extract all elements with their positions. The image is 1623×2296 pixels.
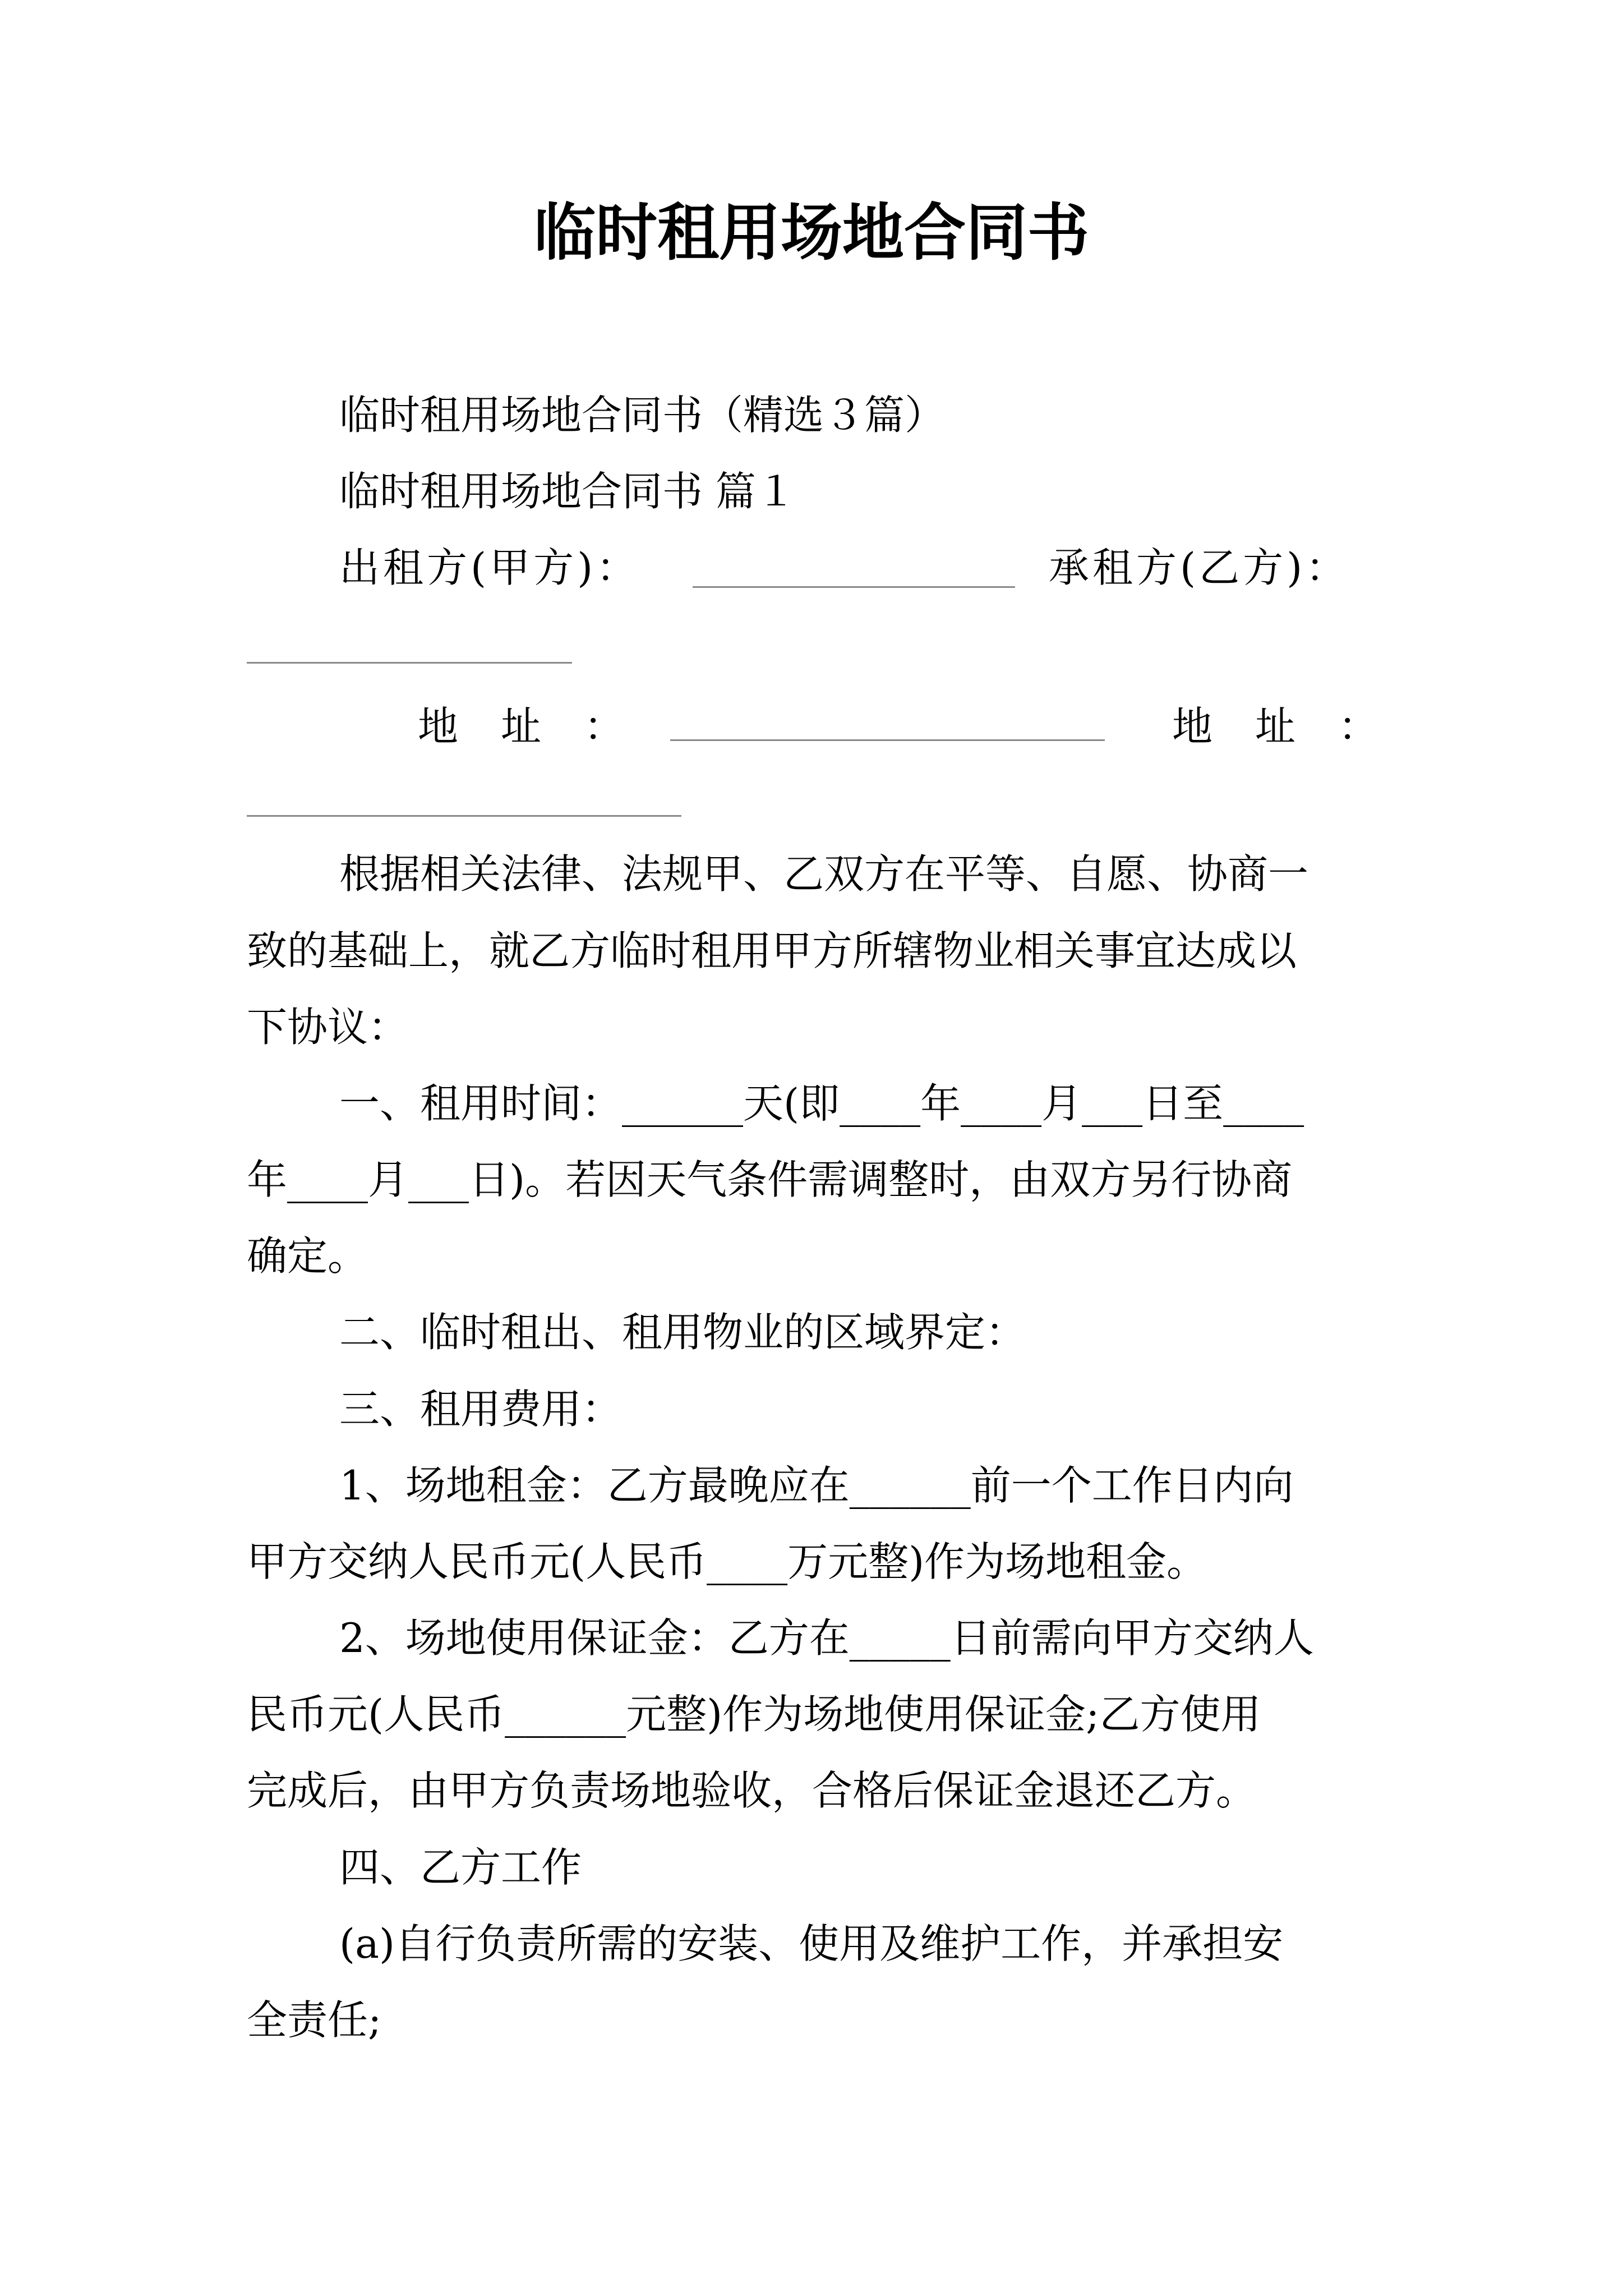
item2-line-1: 2、场地使用保证金：乙方在_____日前需向甲方交纳人	[339, 1614, 1314, 1662]
lessee-address-blank-line	[247, 815, 681, 817]
intro-line-1: 根据相关法律、法规甲、乙双方在平等、自愿、协商一	[339, 850, 1309, 898]
lessor-address-blank-line	[670, 739, 1105, 741]
item-a-line-1: (a)自行负责所需的安装、使用及维护工作，并承担安	[339, 1920, 1284, 1967]
section1-line-1: 一、租用时间：______天(即____年____月___日至____	[339, 1080, 1304, 1127]
section4-heading: 四、乙方工作	[339, 1844, 582, 1891]
lessee-blank-line	[247, 662, 572, 664]
intro-line-3: 下协议：	[247, 1004, 409, 1051]
address-label-lessee: 地 址 ：	[1172, 703, 1380, 750]
section3-heading: 三、租用费用：	[339, 1386, 623, 1433]
item2-line-2: 民币元(人民币______元整)作为场地使用保证金;乙方使用	[247, 1691, 1261, 1738]
lessor-blank-line	[693, 586, 1015, 588]
item1-line-2: 甲方交纳人民币元(人民币____万元整)作为场地租金。	[247, 1538, 1207, 1585]
address-label-lessor: 地 址 ：	[418, 703, 626, 750]
article-heading: 临时租用场地合同书 篇１	[339, 468, 796, 515]
section2-heading: 二、临时租出、租用物业的区域界定：	[339, 1309, 1026, 1356]
item2-line-3: 完成后，由甲方负责场地验收，合格后保证金退还乙方。	[247, 1767, 1257, 1814]
item-a-line-2: 全责任;	[247, 1996, 382, 2044]
document-title: 临时租用场地合同书	[534, 197, 1089, 269]
section1-line-2: 年____月___日)。若因天气条件需调整时，由双方另行协商	[247, 1156, 1293, 1203]
item1-line-1: 1、场地租金：乙方最晚应在______前一个工作日内向	[339, 1462, 1294, 1509]
section1-line-3: 确定。	[247, 1232, 368, 1280]
intro-line-2: 致的基础上，就乙方临时租用甲方所辖物业相关事宜达成以	[247, 927, 1297, 974]
document-subtitle: 临时租用场地合同书（精选３篇）	[339, 392, 946, 439]
lessee-label: 承租方(乙方)：	[1049, 544, 1350, 591]
lessor-label: 出租方(甲方)：	[339, 544, 640, 591]
